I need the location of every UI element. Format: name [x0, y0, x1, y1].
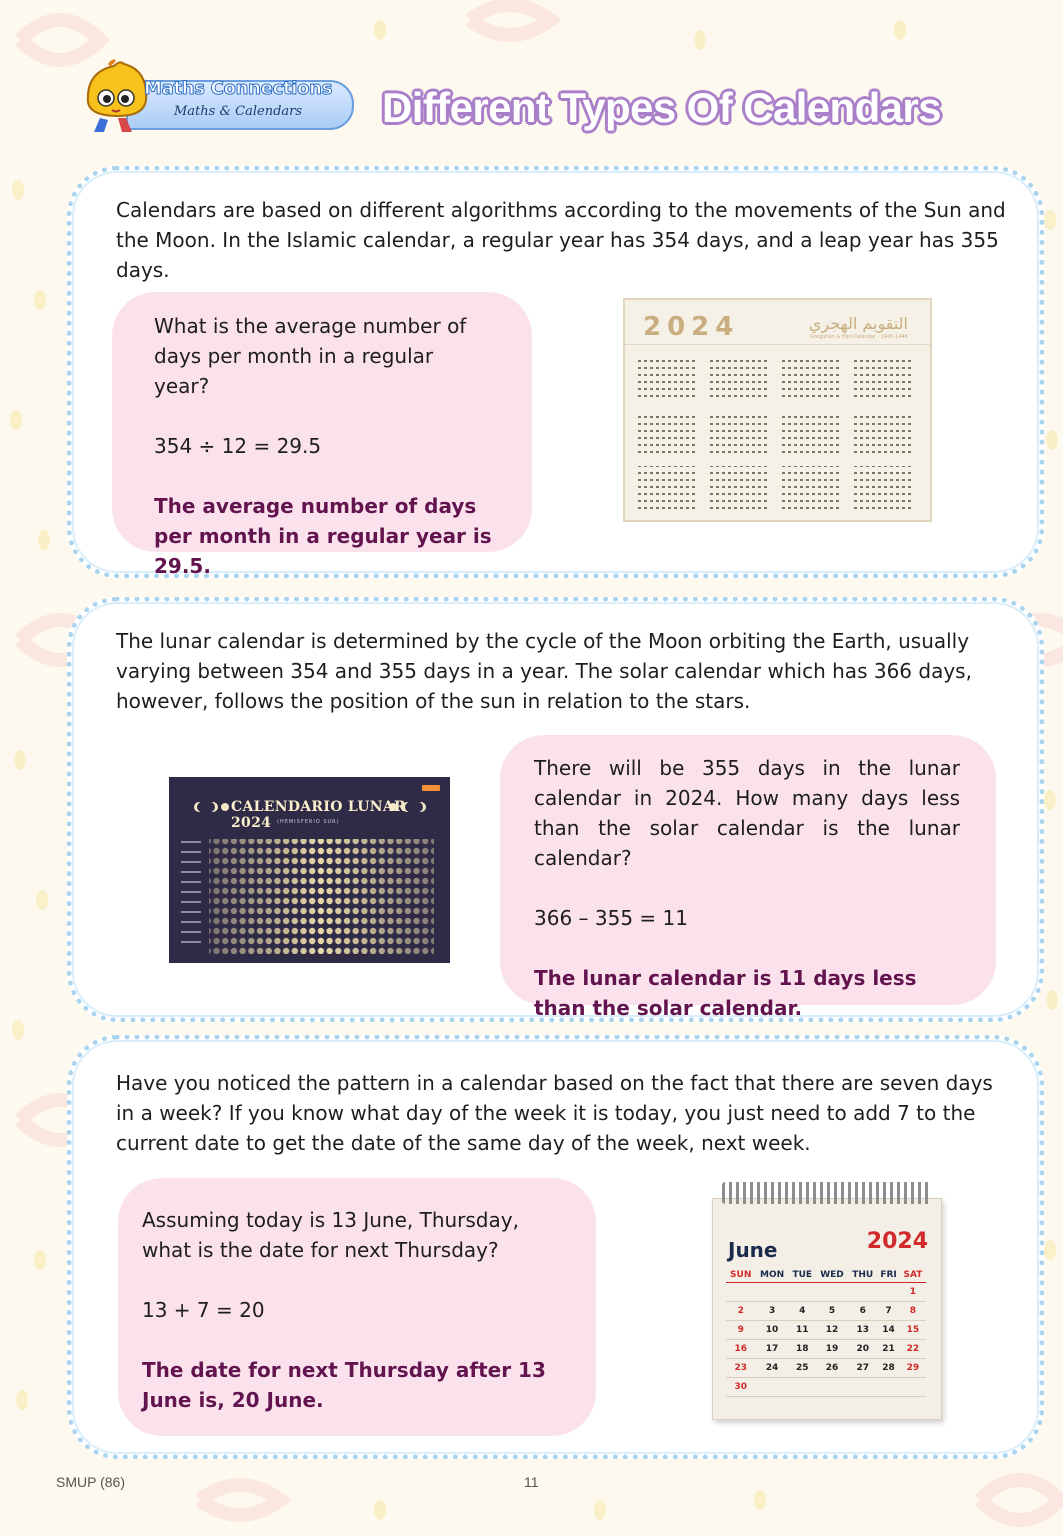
- calendar-day: [900, 1378, 926, 1397]
- answer-text: The lunar calendar is 11 days less than the solar calendar.: [534, 966, 917, 1020]
- calendar-day: 7: [877, 1302, 900, 1321]
- calendar-day: [816, 1378, 848, 1397]
- calendar-day: [789, 1378, 816, 1397]
- intro-text: Have you noticed the pattern in a calendar based on the fact that there are seven days in a week? If you know what day of the week it is today, you just need to add 7 to the current date to get the date of the same day of the week, next week.: [116, 1071, 993, 1155]
- calendar-day: 14: [877, 1321, 900, 1340]
- calendar-month: June: [728, 1238, 778, 1262]
- answer-text: The date for next Thursday after 13 June is, 20 June.: [142, 1358, 546, 1412]
- calculation-text: 13 + 7 = 20: [142, 1298, 265, 1322]
- question-bubble: [112, 292, 532, 578]
- weekday-header: THU: [848, 1268, 877, 1283]
- intro-text: Calendars are based on different algorithms according to the movements of the Sun and the Moon. In the Islamic calendar, a regular year has 354 days, and a leap year has 355 days.: [116, 198, 1006, 282]
- calendar-day: 28: [877, 1359, 900, 1378]
- calendar-day: [816, 1283, 848, 1302]
- calendar-day: 10: [755, 1321, 788, 1340]
- brand-title: Maths Connections: [144, 78, 333, 99]
- calendar-week-row: [726, 1378, 926, 1397]
- calendar-day: [877, 1378, 900, 1397]
- calculation-text: 366 – 355 = 11: [534, 906, 688, 930]
- calendar-day: 6: [848, 1302, 877, 1321]
- calendar-day: [726, 1283, 755, 1302]
- calendar-week-row: [726, 1302, 926, 1321]
- calendar-day: 3: [755, 1302, 788, 1321]
- question-text: What is the average number of days per month in a regular year?: [154, 314, 467, 398]
- islamic-calendar-image: [623, 298, 932, 522]
- calendar-day: 16: [726, 1340, 755, 1359]
- calendar-day: 19: [816, 1340, 848, 1359]
- calendar-day: 13: [848, 1321, 877, 1340]
- calendar-week-row: [726, 1321, 926, 1340]
- section-lunar-calendar: [67, 597, 1044, 1022]
- brand-logo: [78, 58, 358, 138]
- page-number: 11: [524, 1474, 539, 1490]
- calendar-day: [848, 1283, 877, 1302]
- lunar-calendar-image: [169, 777, 450, 963]
- page-title: Different Types Of Calendars: [382, 84, 941, 131]
- calendar-arabic-title: التقويم الهجري: [808, 314, 908, 333]
- calendar-day: [755, 1378, 788, 1397]
- question-text: Assuming today is 13 June, Thursday, what is the date for next Thursday?: [142, 1208, 519, 1262]
- calendar-day: 15: [900, 1321, 926, 1340]
- question-bubble: [118, 1178, 596, 1436]
- weekday-header: WED: [816, 1268, 848, 1283]
- calendar-week-row: [726, 1340, 926, 1359]
- calendar-day: [755, 1283, 788, 1302]
- weekday-header: TUE: [789, 1268, 816, 1283]
- calendar-day: 2: [726, 1302, 755, 1321]
- calendar-year: 2024: [866, 1229, 928, 1254]
- calendar-day: 22: [900, 1340, 926, 1359]
- calendar-day: 21: [877, 1340, 900, 1359]
- calendar-day: 23: [726, 1359, 755, 1378]
- calendar-day: 29: [900, 1359, 926, 1378]
- weekday-header: SUN: [726, 1268, 755, 1283]
- calendar-day: 26: [816, 1359, 848, 1378]
- calculation-text: 354 ÷ 12 = 29.5: [154, 434, 322, 458]
- section-weekly-pattern: [67, 1035, 1044, 1459]
- calendar-day: 11: [789, 1321, 816, 1340]
- calendar-week-row: [726, 1359, 926, 1378]
- weekday-header: SAT: [900, 1268, 926, 1283]
- calendar-week-row: [726, 1283, 926, 1302]
- intro-text: The lunar calendar is determined by the cycle of the Moon orbiting the Earth, usually varying between 354 and 355 days in a year. The solar calendar which has 366 days, however, follows the position of the sun in relation to the stars.: [116, 629, 972, 713]
- calendar-day: [789, 1283, 816, 1302]
- calendar-day: 18: [789, 1340, 816, 1359]
- calendar-day: 8: [900, 1302, 926, 1321]
- calendar-day: [848, 1378, 877, 1397]
- june-table: [726, 1268, 926, 1397]
- question-bubble: [500, 735, 996, 1020]
- month-grid-icon: [637, 358, 922, 518]
- mascot-icon: [78, 58, 148, 138]
- brand-subtitle: Maths & Calendars: [174, 104, 303, 119]
- lunar-subtitle: (HEMISFERIO SUR): [277, 819, 340, 825]
- desk-calendar-image: [712, 1182, 942, 1420]
- publisher-badge: [422, 785, 440, 791]
- footer-code: SMUP (86): [56, 1474, 125, 1490]
- calendar-day: 30: [726, 1378, 755, 1397]
- calendar-day: 12: [816, 1321, 848, 1340]
- spiral-binding: [722, 1182, 932, 1204]
- calendar-day: 20: [848, 1340, 877, 1359]
- calendar-year: 2024: [643, 312, 740, 342]
- calendar-day: 27: [848, 1359, 877, 1378]
- calendar-body: [726, 1283, 926, 1397]
- calendar-day: 25: [789, 1359, 816, 1378]
- calendar-day: 1: [900, 1283, 926, 1302]
- calendar-subtitle: Gregorian & Hijri Calendar · 1445-1446: [810, 334, 908, 340]
- calendar-day: 5: [816, 1302, 848, 1321]
- lunar-title: CALENDARIO LUNAR 2024: [231, 799, 406, 831]
- section-islamic-calendar: [67, 166, 1044, 578]
- calendar-day: 9: [726, 1321, 755, 1340]
- calendar-day: 4: [789, 1302, 816, 1321]
- weekday-header: FRI: [877, 1268, 900, 1283]
- answer-text: The average number of days per month in a regular year is 29.5.: [154, 494, 492, 578]
- calendar-day: [877, 1283, 900, 1302]
- calendar-day: 17: [755, 1340, 788, 1359]
- weekday-header: MON: [755, 1268, 788, 1283]
- question-text: There will be 355 days in the lunar calendar in 2024. How many days less than the solar calendar is the lunar calendar?: [534, 756, 960, 870]
- calendar-day: 24: [755, 1359, 788, 1378]
